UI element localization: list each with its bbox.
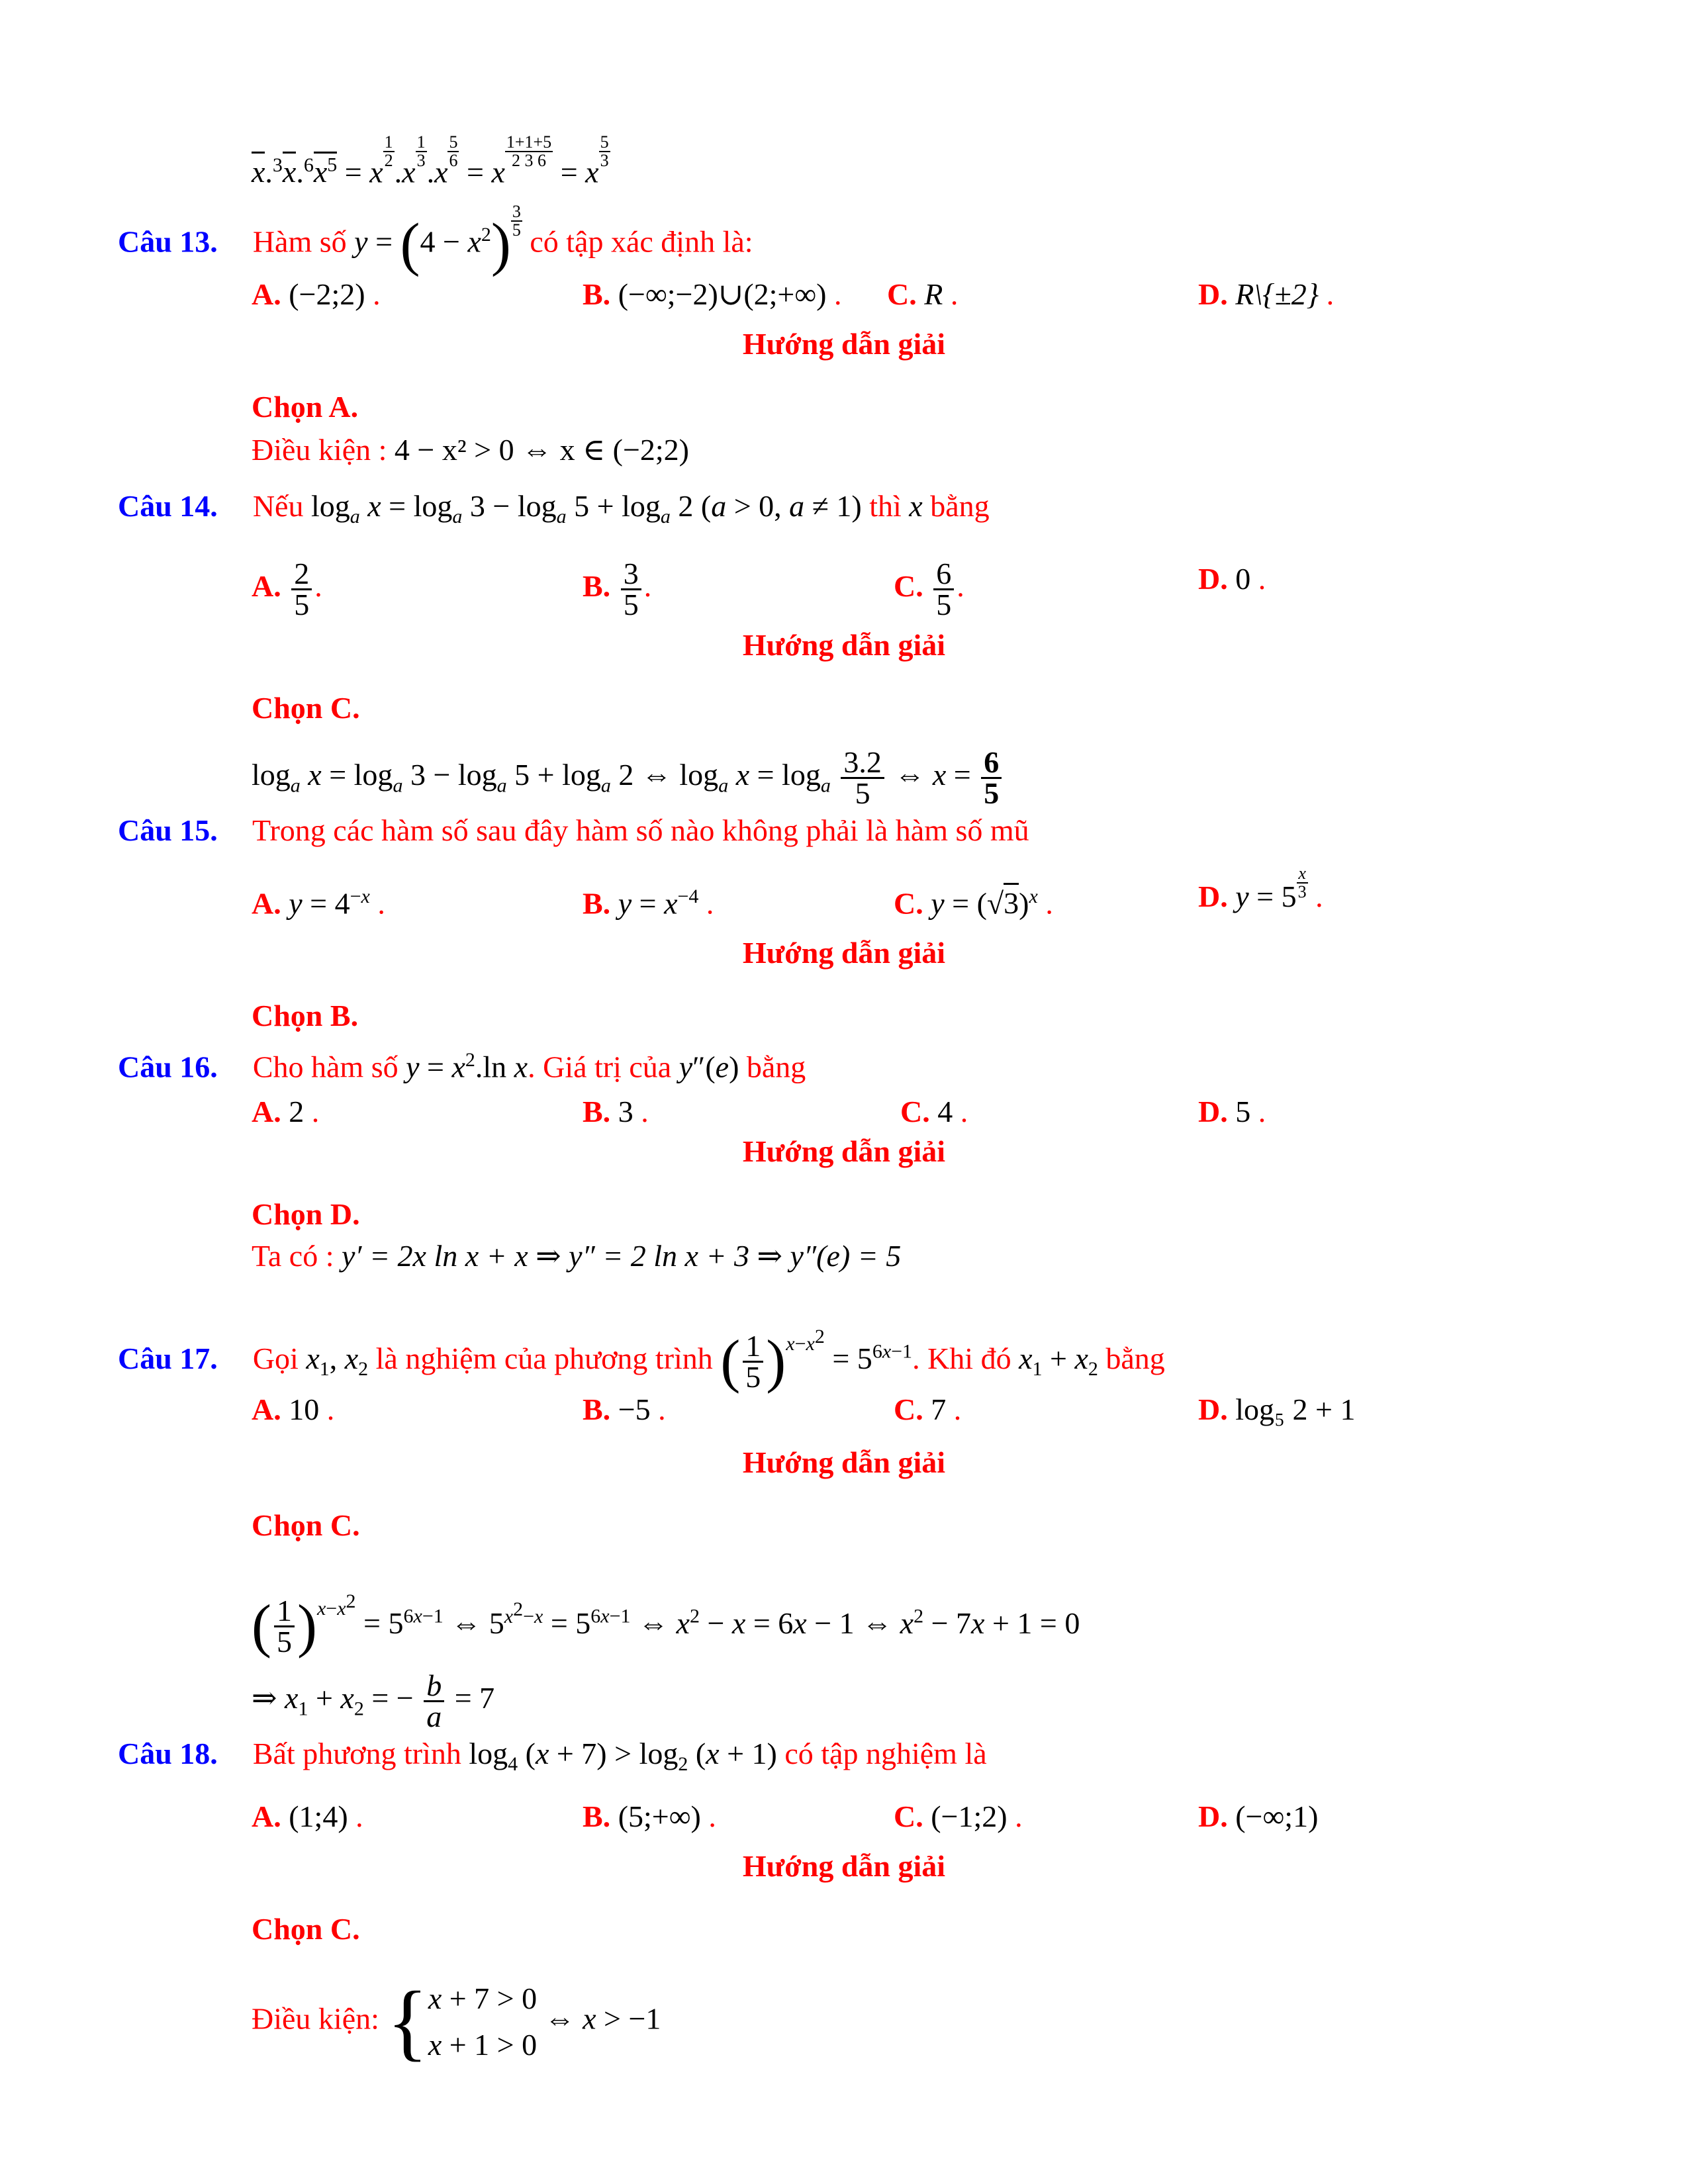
guide-heading: Hướng dẫn giải [742, 1445, 946, 1479]
solution-13: Điều kiện : 4 − x² > 0 ⇔ x ∈ (−2;2) [252, 433, 689, 467]
answer-14: Chọn C. [252, 691, 360, 725]
guide-heading: Hướng dẫn giải [742, 1134, 946, 1168]
question-15: Câu 15. Trong các hàm số sau đây hàm số nào không phải là hàm số mũ [118, 813, 1029, 847]
question-14: Câu 14. Nếu $\log_a x = \log_a 3 - \log_a 5 + \log_a 2$ (a > 0, a ≠ 1) thì x bằng [118, 489, 990, 528]
solution-17b: ⇒ $x_1 + x_2$ = − $\frac{b}{a}$ = 7 [252, 1668, 495, 1733]
question-16: Câu 16. Cho hàm số $y = x^2.\ln$ x. Giá trị của y″(e) bằng [118, 1049, 806, 1084]
question-13: Câu 13. Hàm số $y = (4 - x^2)$ $\frac{3}{5}$ có tập xác định là: [118, 202, 753, 277]
solution-17a: ( $\frac{1}{5}$ )$^{x-x^2} = 5^{6x-1}$ ⇔ $5^{x^2-x} = 5^{6x-1}$ ⇔ $x^2 - x = 6x - 1$ ⇔ $x^2 - 7x + 1 = 0$ [252, 1590, 1080, 1659]
question-label: Câu 13. [118, 224, 218, 259]
answer-18: Chọn C. [252, 1912, 360, 1946]
guide-heading: Hướng dẫn giải [742, 628, 946, 662]
answer-17: Chọn C. [252, 1508, 360, 1542]
answer-15: Chọn B. [252, 999, 359, 1032]
solution-18: Điều kiện: { x + 7 > 0 x + 1 > 0 ⇔ x > −1 [252, 1974, 661, 2070]
question-18: Câu 18. Bất phương trình $\log_4 (x + 7) > \log_2 (x + 1)$ có tập nghiệm là [118, 1737, 987, 1776]
question-17: Câu 17. Gọi $x_1$, $x_2$ là nghiệm của phương trình ( $\frac{1}{5}$ )$^{x-x^2} = 5^{6x-1}$. Khi đó $x_1 + x_2$ bằng [118, 1326, 1165, 1394]
solution-16: Ta có : y′ = 2x ln x + x ⇒ y″ = 2 ln x + 3 ⇒ y″(e) = 5 [252, 1239, 902, 1273]
intro-formula: $x.^3x.^6x^5 = x$ $\frac{1}{2}$ .x $\frac{1}{3}$ .x $\frac{5}{6}$ = x $\frac{1+1+5}{2 3 6}$ = x $\frac{5}{3}$ [252, 132, 609, 189]
solution-14: $\log_a x = \log_a 3 - \log_a 5 + \log_a 2$ ⇔ $\log_a x = \log_a$ $\frac{3.2}{5}$ ⇔ x = $\frac{6}{5}$ [252, 748, 1004, 808]
guide-heading: Hướng dẫn giải [742, 1849, 946, 1883]
answer-16: Chọn D. [252, 1197, 360, 1231]
guide-heading: Hướng dẫn giải [742, 936, 946, 970]
answer-13: Chọn A. [252, 390, 359, 424]
guide-heading: Hướng dẫn giải [742, 327, 946, 361]
